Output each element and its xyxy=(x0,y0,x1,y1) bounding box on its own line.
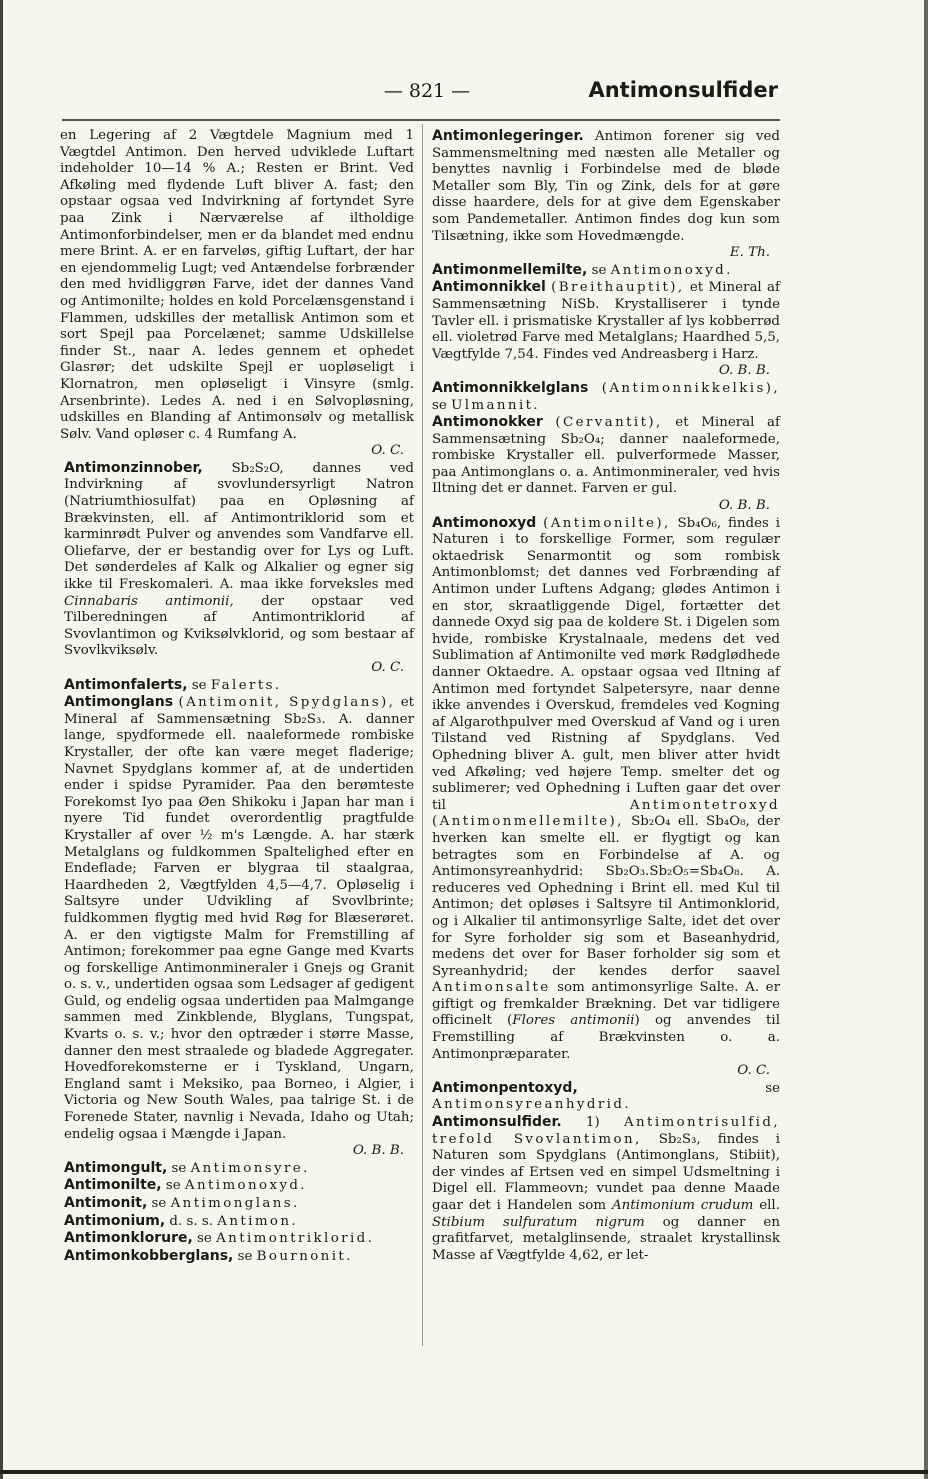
entry-text: som antimonsyrlige Salte. A. er giftigt og fremkalder Brækning. Det var tidligere officinelt ( xyxy=(432,980,780,1029)
entry-text: Sb₄O₆, findes i Naturen i to forskellige Former, som regulær oktaedrisk Senarmontit og som rombisk Antimonblomst; det dannes ved Forbrænding af Antimon under Luftens Adgang; glødes Antimon i en stor, skraatliggende Digel, fortætter det dannede Oxyd sig paa de koldere St. i Digelen som hvide, rombiske Krystalnaale, medens det ved Sublimation af Antimonilte ved mørk Rødglødhede danner Oktaedre. A. opstaar ogsaa ved Iltning af Antimon med fortyndet Salpetersyre, naar denne ikke anvendes i Overskud, fremdeles ved Kogning af Algarothpulver med Overskud af Vand og i uren Tilstand ved Ristning af Spydglans. Ved Ophedning bliver A. gult, men bliver atter hvidt ved Afkøling; ved højere Temp. smelter det og sublimerer; ved Ophedning i Luften gaar det over til xyxy=(432,515,780,813)
entry-antimonpentoxyd xyxy=(428,1080,780,1114)
entry-antimonnikkelglans xyxy=(428,380,780,414)
header-rule xyxy=(62,119,780,121)
cross-reference: Antimon. xyxy=(217,1213,299,1229)
entry-headword: Antimonoxyd xyxy=(432,514,537,531)
see-word: d. s. s. xyxy=(165,1213,218,1229)
entry-headword: Antimonpentoxyd, xyxy=(432,1079,578,1096)
entry-antimonit xyxy=(60,1195,414,1213)
entry-spaced-term: Antimontetroxyd (Antimonmellemilte), xyxy=(432,797,780,830)
entry-antimonfalerts xyxy=(60,677,414,695)
entry-headword: Antimonlegeringer. xyxy=(432,128,584,144)
see-word: se xyxy=(192,1231,217,1247)
entry-antimonokker xyxy=(428,414,780,515)
entry-headword: Antimonnikkelglans xyxy=(432,379,589,396)
see-word: se xyxy=(432,397,452,413)
see-word: se xyxy=(161,1178,185,1194)
entry-synonyms: (Antimonit, Spydglans), xyxy=(178,695,396,711)
entry-antimonoxyd xyxy=(428,515,780,1080)
author-signature: O. B. B. xyxy=(352,1143,404,1159)
entry-italic: Stibium sulfuratum nigrum xyxy=(432,1214,645,1230)
right-column xyxy=(428,128,780,1264)
see-word: se xyxy=(167,1160,191,1176)
entry-text: ell. xyxy=(753,1198,780,1213)
entry-antimonglans xyxy=(60,694,414,1160)
entry-text: Antimon forener sig ved Sammensmeltning med næsten alle Metaller og benyttes navnlig i Forbindelse med de bløde Metaller som Bly, Tin og Zink, dels for at gøre disse haardere, dels for at give dem Egenskaber som Pandemetaller. Antimon findes dog kun som Tilsætning, ikke som Hovedmængde. xyxy=(432,129,780,244)
entry-antimonmellemilte xyxy=(428,262,780,280)
entry-headword: Antimonilte, xyxy=(64,1177,162,1194)
cross-reference: Antimonoxyd. xyxy=(610,262,733,278)
entry-text: et Mineral af Sammensætning Sb₂S₃. A. danner lange, spydformede ell. naaleformede rombiske Krystaller, der ofte kan være meget fladerige; Navnet Spydglans kommer af, at de undertiden ender i spidse Pyramider. Paa den berømteste Forekomst Iyo paa Øen Shikoku i Japan har man i nyere Tid fundet overordentlig pragtfulde Krystaller af over ½ m's Længde. A. har stærk Metalglans og fuldkommen Spaltelighed efter en Endeflade; Farven er blygraa til staalgraa, Haardheden 2, Vægtfylden 4,5—4,7. Opløselig i Saltsyre under Udvikling af Svovlbrinte; fuldkommen flygtig med hvid Røg for Blæserøret. A. er den vigtigste Malm for Fremstilling af Antimon; forekommer paa egne Gange med Kvarts og forskellige Antimonmineraler i Gnejs og Granit o. s. v., undertiden ogsaa som Ledsager af gedigent Guld, og endelig ogsaa undertiden paa Malmgange sammen med Zinkblende, Blyglans, Tungspat, Kvarts o. s. v.; hvor den optræder i større Masse, danner den mest straalede og bladede Aggregater. Hovedforekomsterne er i Tyskland, Ungarn, England samt i Meksiko, paa Borneo, i Algier, i Victoria og New South Wales, paa talrige St. i de Forenede Stater, navnlig i Nevada, Idaho og Utah; endelig ogsaa i Mængde i Japan. xyxy=(64,695,415,1142)
entry-antimonkobberglans xyxy=(60,1248,414,1266)
entry-headword: Antimonium, xyxy=(64,1212,166,1229)
page-number: — 821 — xyxy=(383,80,471,102)
entry-text: Sb₂S₃, findes i Naturen som Spydglans (Antimonglans, Stibiit), der vindes af Ertsen ved en simpel Udsmeltning i Digel ell. Flammeovn; vundet paa denne Maade gaar det i Handelen som xyxy=(432,1131,780,1213)
cross-reference: Falerts. xyxy=(210,677,282,693)
page-edge-left xyxy=(0,0,3,1479)
entry-headword: Antimonnikkel xyxy=(432,279,546,296)
cross-reference: Antimonsyre. xyxy=(190,1160,310,1176)
cross-reference: Antimonsyreanhydrid. xyxy=(432,1097,631,1113)
entry-antimonnikkel xyxy=(428,279,780,380)
entry-antimonium xyxy=(60,1213,414,1231)
cross-reference: Antimonoxyd. xyxy=(184,1178,308,1194)
running-head: Antimonsulfider xyxy=(588,78,778,102)
author-signature: O. B. B. xyxy=(718,363,770,379)
entry-continuation xyxy=(60,128,414,460)
entry-headword: Antimonmellemilte, xyxy=(432,261,588,278)
entry-headword: Antimonkobberglans, xyxy=(64,1247,234,1264)
entry-spaced-term: Antimonsalte xyxy=(432,980,551,996)
see-word: se xyxy=(233,1248,257,1264)
entry-headword: Antimonit, xyxy=(64,1195,148,1211)
entry-antimonsulfider xyxy=(428,1114,780,1264)
entry-text: et Mineral af Sammensætning Sb₂O₄; danner naaleformede, rombiske Krystaller ell. pulverformede Masser, paa Antimonglans o. a. Antimonmineraler, ved hvis Iltning det er dannet. Farven er gul. xyxy=(432,415,780,497)
entry-synonyms: (Cervantit), xyxy=(555,415,663,431)
entry-antimongult xyxy=(60,1160,414,1178)
cross-reference: Antimonglans. xyxy=(170,1196,300,1211)
entry-italic: Antimonium crudum xyxy=(612,1198,754,1213)
page-edge-right xyxy=(924,0,928,1479)
entry-spaced-term: Antimontrisulfid, trefold Svovlantimon, xyxy=(432,1115,780,1147)
entry-antimonilte xyxy=(60,1177,414,1195)
author-signature: O. C. xyxy=(371,443,404,459)
see-word: se xyxy=(587,262,611,278)
author-signature: O. B. B. xyxy=(718,498,770,514)
entry-text: et Mineral af Sammensætning NiSb. Krystalliserer i tynde Tavler ell. i prismatiske Krystaller af lys kobberrød ell. violetrød Farve med Metalglans; Haardhed 5,5, Vægtfylde 7,54. Findes ved Andreasberg i Harz. xyxy=(432,280,780,362)
entry-text: en Legering af 2 Vægtdele Magnium med 1 Vægtdel Antimon. Den herved udviklede Luftart indeholder 10—14 % A.; Resten er Brint. Ved Afkøling med flydende Luft bliver A. fast; den opstaar ogsaa ved Indvirkning af fortyndet Syre paa Zink i Nærværelse af iltholdige Antimonforbindelser, men er da blandet med endnu mere Brint. A. er en farveløs, giftig Luftart, der har en ejendommelig Lugt; ved Antændelse forbrænder den med hvidliggrøn Farve, idet der dannes Vand og Antimonilte; holdes en kold Porcelænsgenstand i Flammen, udskilles der metallisk Antimon som et sort Spejl paa Porcelænet; samme Udskillelse finder St., naar A. ledes gennem et ophedet Glasrør; det udskilte Spejl er uopløseligt i Klornatron, men opløseligt i Vinsyre (smlg. Arsenbrinte). Ledes A. ned i en Sølvopløsning, udskilles en Blanding af Antimonsølv og metallisk Sølv. Vand opløser c. 4 Rumfang A. xyxy=(60,128,414,442)
entry-italic: Flores antimonii xyxy=(512,1013,635,1029)
entry-synonyms: (Antimonnikkelkis), xyxy=(601,380,780,396)
entry-text: Sb₂O₄ ell. Sb₄O₈, der hverken kan smelte ell. er flygtigt og kan betragtes som en Forbindelse af A. og Antimonsyreanhydrid: Sb₂O₃.Sb₂O₅=Sb₄O₈. A. reduceres ved Ophedning i Brint ell. med Kul til Antimon; det opløses i Saltsyre til Antimonklorid, og i Alkalier til antimonsyrlige Salte, idet det over for Syre forholder sig som et Baseanhydrid, medens det over for Baser forholder sig som et Syreanhydrid; der kendes derfor saavel xyxy=(432,814,780,979)
entry-text: 1) xyxy=(561,1115,624,1131)
see-word: se xyxy=(577,1080,780,1096)
cross-reference: Bournonit. xyxy=(256,1248,353,1264)
column-divider xyxy=(422,124,423,1346)
entry-antimonklorure xyxy=(60,1230,414,1248)
entry-headword: Antimongult, xyxy=(64,1159,168,1176)
left-column xyxy=(60,128,414,1265)
entry-headword: Antimonokker xyxy=(432,414,543,431)
author-signature: E. Th. xyxy=(729,245,770,261)
author-signature: O. C. xyxy=(737,1063,770,1079)
entry-headword: Antimonsulfider. xyxy=(432,1114,562,1131)
entry-headword: Antimonklorure, xyxy=(64,1230,193,1247)
entry-headword: Antimonfalerts, xyxy=(64,676,188,693)
entry-italic: Cinnabaris antimonii, xyxy=(64,593,234,609)
entry-antimonlegeringer xyxy=(428,128,780,262)
entry-headword: Antimonzinnober, xyxy=(64,459,203,476)
bottom-edge xyxy=(0,1470,928,1474)
entry-text: Sb₂S₂O, dannes ved Indvirkning af svovlundersyrligt Natron (Natriumthiosulfat) paa en Opløsning af Brækvinsten, ell. af Antimontriklorid som et karminrødt Pulver og anvendes som Vandfarve ell. Oliefarve, der er bestandig over for Lys og Luft. Det sønderdeles af Kalk og Alkalier og egner sig ikke til Freskomaleri. A. maa ikke forveksles med xyxy=(64,460,414,593)
entry-text: og danner en grafitfarvet, metalglinsende, straalet krystallinsk Masse af Vægtfylde 4,62, er let- xyxy=(432,1214,780,1263)
entry-synonyms: (Antimonilte), xyxy=(543,515,671,531)
author-signature: O. C. xyxy=(371,660,404,675)
entry-text: der opstaar ved Tilberedningen af Antimontriklorid af Svovlantimon og Kviksølvklorid, og som bestaar af Svovlkviksølv. xyxy=(64,593,415,659)
see-word: se xyxy=(187,677,211,693)
see-word: se xyxy=(147,1196,171,1211)
cross-reference: Antimontriklorid. xyxy=(216,1231,375,1247)
cross-reference: Ulmannit. xyxy=(451,397,541,413)
entry-antimonzinnober xyxy=(60,460,414,677)
entry-headword: Antimonglans xyxy=(64,694,174,711)
entry-text: ) og anvendes til Fremstilling af Brækvinsten o. a. Antimonpræparater. xyxy=(432,1013,780,1062)
entry-synonyms: (Breithauptit), xyxy=(551,280,685,296)
